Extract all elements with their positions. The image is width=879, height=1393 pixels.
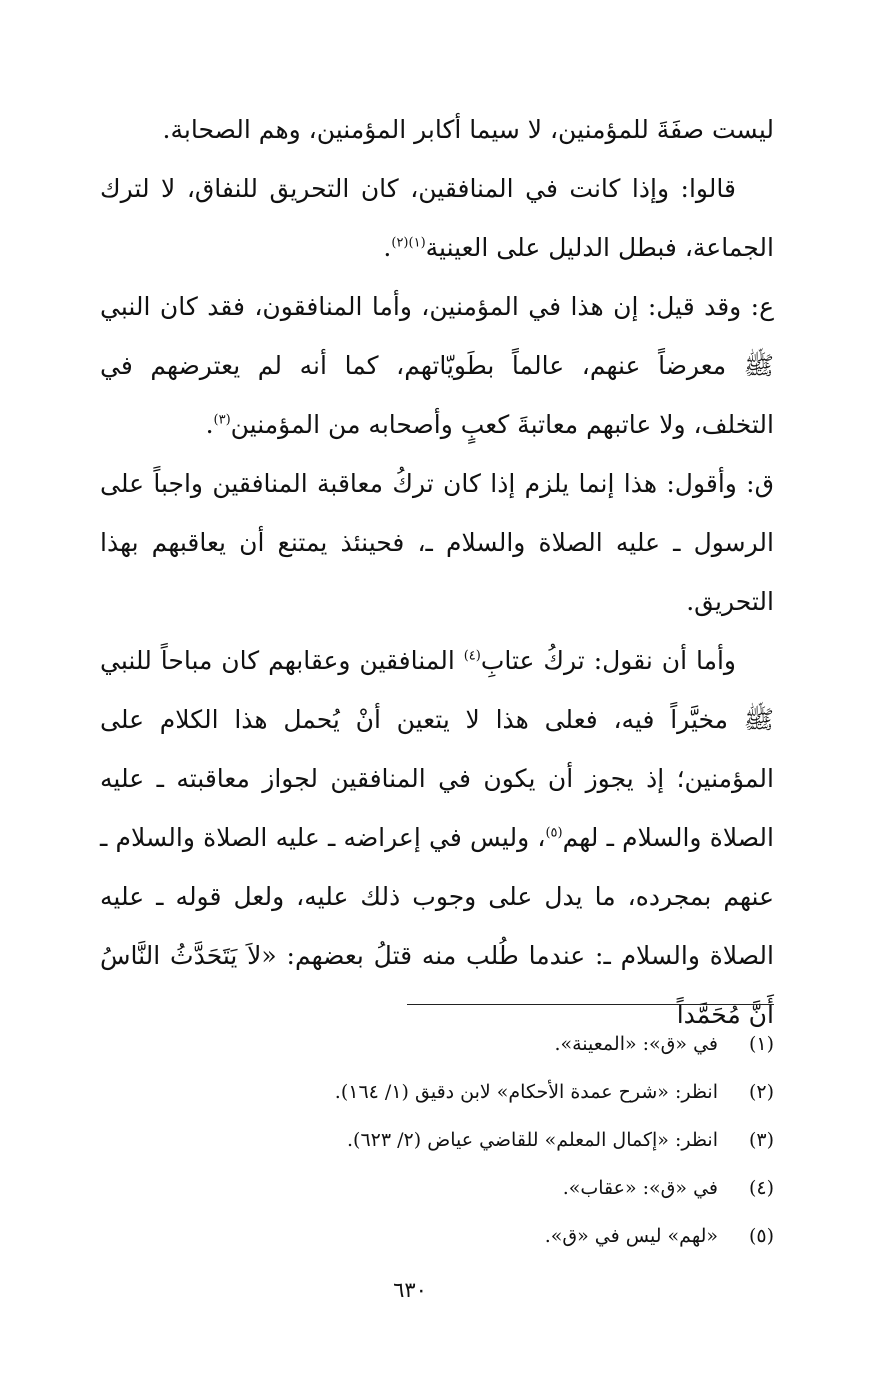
footnote-item xyxy=(120,1020,774,1068)
body-paragraph xyxy=(100,159,774,277)
footnotes xyxy=(120,1020,774,1260)
footnote-item xyxy=(120,1212,774,1260)
footnote-marker: (٤) xyxy=(463,648,481,664)
footnote-separator xyxy=(407,1004,774,1005)
body-paragraph xyxy=(100,454,774,631)
paragraph-text: . xyxy=(383,233,392,262)
footnote-number: (٤) xyxy=(748,1177,774,1199)
footnote-text: انظر: «إكمال المعلم» للقاضي عياض (٢/ ٦٢٣). xyxy=(347,1129,718,1151)
footnote-text: «لهم» ليس في «ق». xyxy=(544,1225,718,1247)
paragraph-text: ليست صفَةَ للمؤمنين، لا سيما أكابر المؤمنين، وهم الصحابة. xyxy=(162,115,774,144)
page-number: ٦٣٠ xyxy=(393,1278,427,1302)
footnote-item xyxy=(120,1068,774,1116)
main-text xyxy=(100,100,774,1044)
footnote-marker: (١)(٢) xyxy=(391,235,426,251)
paragraph-text: ، وليس في إعراضه ـ عليه الصلاة والسلام ـ عنهم بمجرده، ما يدل على وجوب ذلك عليه، ولعل قوله ـ عليه الصلاة والسلام ـ: عندما طُلب منه قتلُ بعضهم: «لاَ يَتَحَدَّثُ النَّاسُ أَنَّ مُحَمَّداً xyxy=(100,823,774,1029)
footnote-item xyxy=(120,1116,774,1164)
paragraph-text: المنافقين وعقابهم كان مباحاً للنبي ﷺ مخيَّراً فيه، فعلى هذا لا يتعين أنْ يُحمل هذا الكلام على المؤمنين؛ إذ يجوز أن يكون في المنافقين لجواز معاقبته ـ عليه الصلاة والسلام ـ لهم xyxy=(100,646,774,852)
paragraph-text: وأما أن نقول: تركُ عتابِ xyxy=(480,646,737,675)
paragraph-text: قالوا: وإذا كانت في المنافقين، كان التحريق للنفاق، لا لترك الجماعة، فبطل الدليل على العينية xyxy=(100,174,774,262)
footnote-text: في «ق»: «عقاب». xyxy=(562,1177,718,1199)
footnote-text: انظر: «شرح عمدة الأحكام» لابن دقيق (١/ ١٦٤). xyxy=(334,1081,718,1103)
footnote-item xyxy=(120,1164,774,1212)
footnote-number: (٢) xyxy=(748,1081,774,1103)
footnote-number: (٣) xyxy=(748,1129,774,1151)
footnote-number: (٥) xyxy=(748,1225,774,1247)
body-paragraph xyxy=(100,277,774,454)
paragraph-text: ع: وقد قيل: إن هذا في المؤمنين، وأما المنافقون، فقد كان النبي ﷺ معرضاً عنهم، عالماً بطَويّاتهم، كما أنه لم يعترضهم في التخلف، ولا عاتبهم معاتبةَ كعبٍ وأصحابه من المؤمنين xyxy=(100,292,774,439)
footnote-marker: (٥) xyxy=(545,825,563,841)
paragraph-text: ق: وأقول: هذا إنما يلزم إذا كان تركُ معاقبة المنافقين واجباً على الرسول ـ عليه الصلاة والسلام ـ، فحينئذ يمتنع أن يعاقبهم بهذا التحريق. xyxy=(100,469,774,616)
footnote-number: (١) xyxy=(748,1033,774,1055)
footnote-marker: (٣) xyxy=(213,412,231,428)
body-paragraph xyxy=(100,100,774,159)
paragraph-text: . xyxy=(205,410,214,439)
body-paragraph xyxy=(100,631,774,1044)
footnote-text: في «ق»: «المعينة». xyxy=(554,1033,718,1055)
